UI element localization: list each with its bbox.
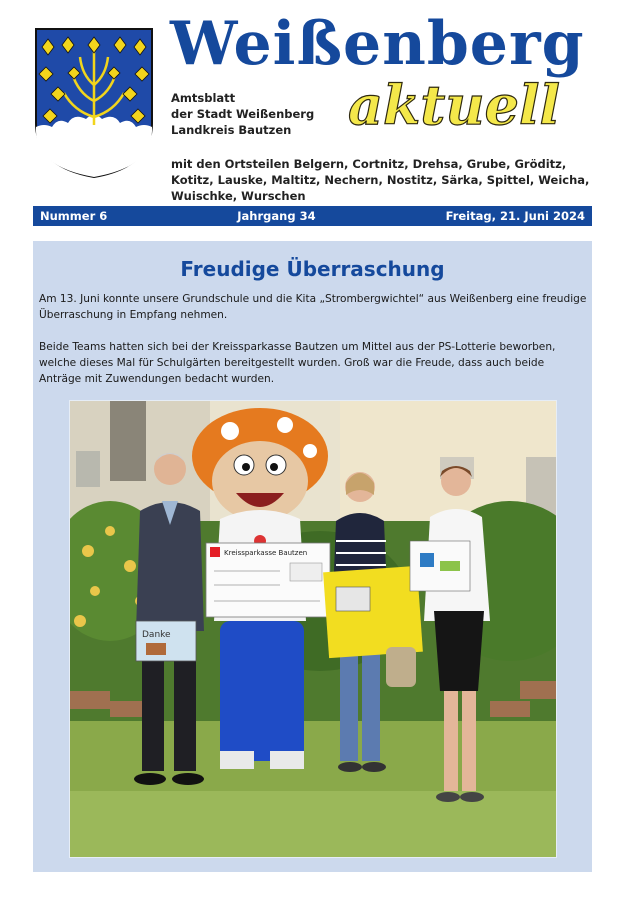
newspaper-subtitle: aktuell bbox=[348, 73, 560, 137]
issuer-block bbox=[171, 90, 314, 138]
newspaper-title: Weißenberg bbox=[170, 9, 585, 79]
districts-list: mit den Ortsteilen Belgern, Cortnitz, Drehsa, Grube, Gröditz, Kotitz, Lauske, Maltitz, Nechern, Nostitz, Särka, Spittel, Weicha, Wuischke, Wurschen bbox=[171, 157, 590, 203]
issuer-line: Landkreis Bautzen bbox=[171, 123, 292, 137]
article-headline: Freudige Überraschung bbox=[180, 257, 445, 281]
coat-of-arms-emblem bbox=[34, 27, 154, 179]
issue-info-bar bbox=[33, 206, 592, 226]
danke-sign-text: Danke bbox=[142, 630, 171, 640]
issuer-line: der Stadt Weißenberg bbox=[171, 107, 315, 121]
article-panel bbox=[33, 241, 592, 872]
cheque-bank-text: Kreissparkasse Bautzen bbox=[224, 549, 308, 557]
issue-number: Nummer 6 bbox=[40, 209, 108, 223]
article-paragraph: Beide Teams hatten sich bei der Kreissparkasse Bautzen um Mittel aus der PS-Lotterie beworben, welche dieses Mal für Schulgärten bereitgestellt wurden. Groß war die Freude, dass auch beide Anträge mit Zuwendungen bedacht wurden. bbox=[39, 341, 556, 385]
issuer-line: Amtsblatt bbox=[171, 91, 236, 105]
issue-date: Freitag, 21. Juni 2024 bbox=[445, 209, 585, 223]
article-photo bbox=[69, 400, 557, 858]
article-paragraph: Am 13. Juni konnte unsere Grundschule und die Kita „Strombergwichtel“ aus Weißenberg eine freudige Überraschung in Empfang nehmen. bbox=[39, 293, 587, 321]
issue-volume: Jahrgang 34 bbox=[237, 209, 316, 223]
